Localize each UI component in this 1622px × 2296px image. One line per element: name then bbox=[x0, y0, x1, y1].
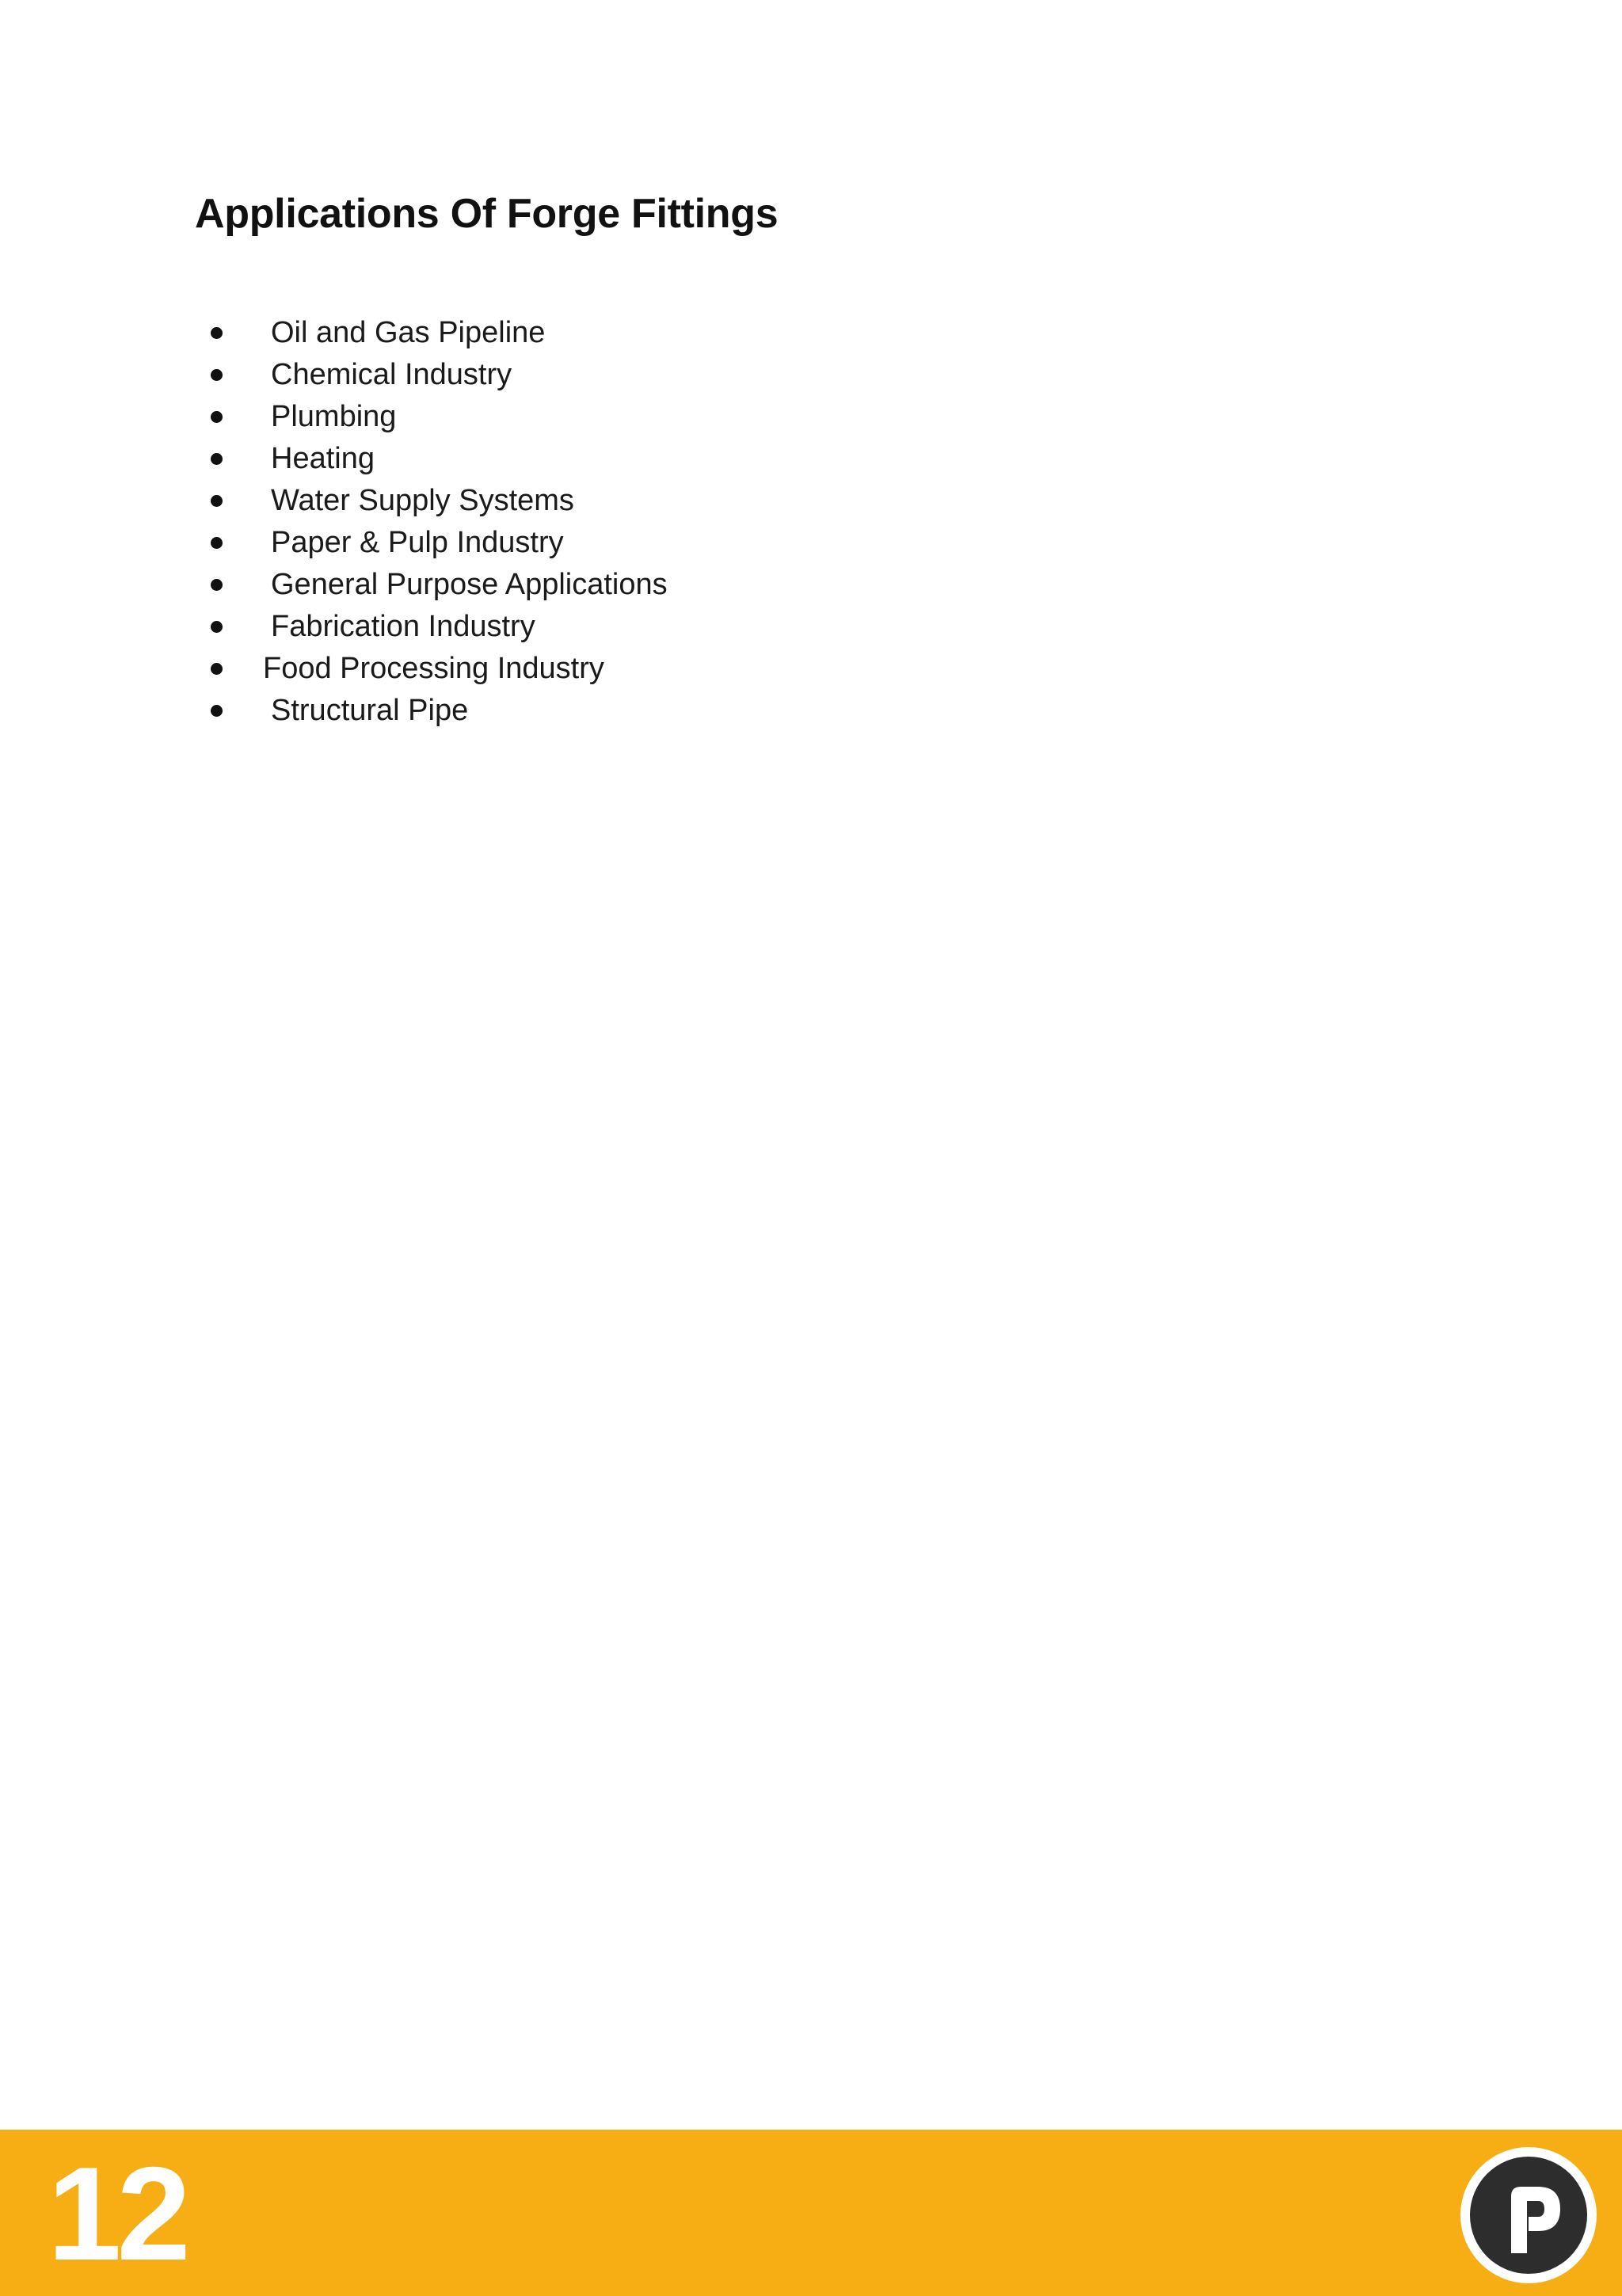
list-item-label: Water Supply Systems bbox=[271, 484, 574, 517]
bullet-icon bbox=[211, 495, 223, 507]
bullet-icon bbox=[211, 537, 223, 549]
list-item-label: Chemical Industry bbox=[271, 358, 512, 391]
bullet-icon bbox=[211, 663, 223, 675]
bullet-icon bbox=[211, 621, 223, 633]
list-item-label: Plumbing bbox=[271, 400, 397, 433]
page-number: 12 bbox=[48, 2139, 186, 2288]
bullet-icon bbox=[211, 579, 223, 591]
list-item-label: General Purpose Applications bbox=[271, 568, 668, 601]
p-logo-icon bbox=[1459, 2146, 1598, 2285]
bullet-icon bbox=[211, 327, 223, 339]
bullet-icon bbox=[211, 369, 223, 381]
list-item-label: Fabrication Industry bbox=[271, 610, 535, 643]
list-item-label: Heating bbox=[271, 442, 375, 475]
list-item-label: Structural Pipe bbox=[271, 694, 469, 727]
page-title: Applications Of Forge Fittings bbox=[195, 191, 779, 237]
bullet-icon bbox=[211, 705, 223, 717]
bullet-icon bbox=[211, 411, 223, 423]
list-item-label: Paper & Pulp Industry bbox=[271, 526, 564, 559]
bullet-icon bbox=[211, 453, 223, 465]
list-item-label: Oil and Gas Pipeline bbox=[271, 316, 546, 349]
list-item-label: Food Processing Industry bbox=[263, 652, 604, 685]
footer-bar bbox=[0, 2130, 1622, 2296]
